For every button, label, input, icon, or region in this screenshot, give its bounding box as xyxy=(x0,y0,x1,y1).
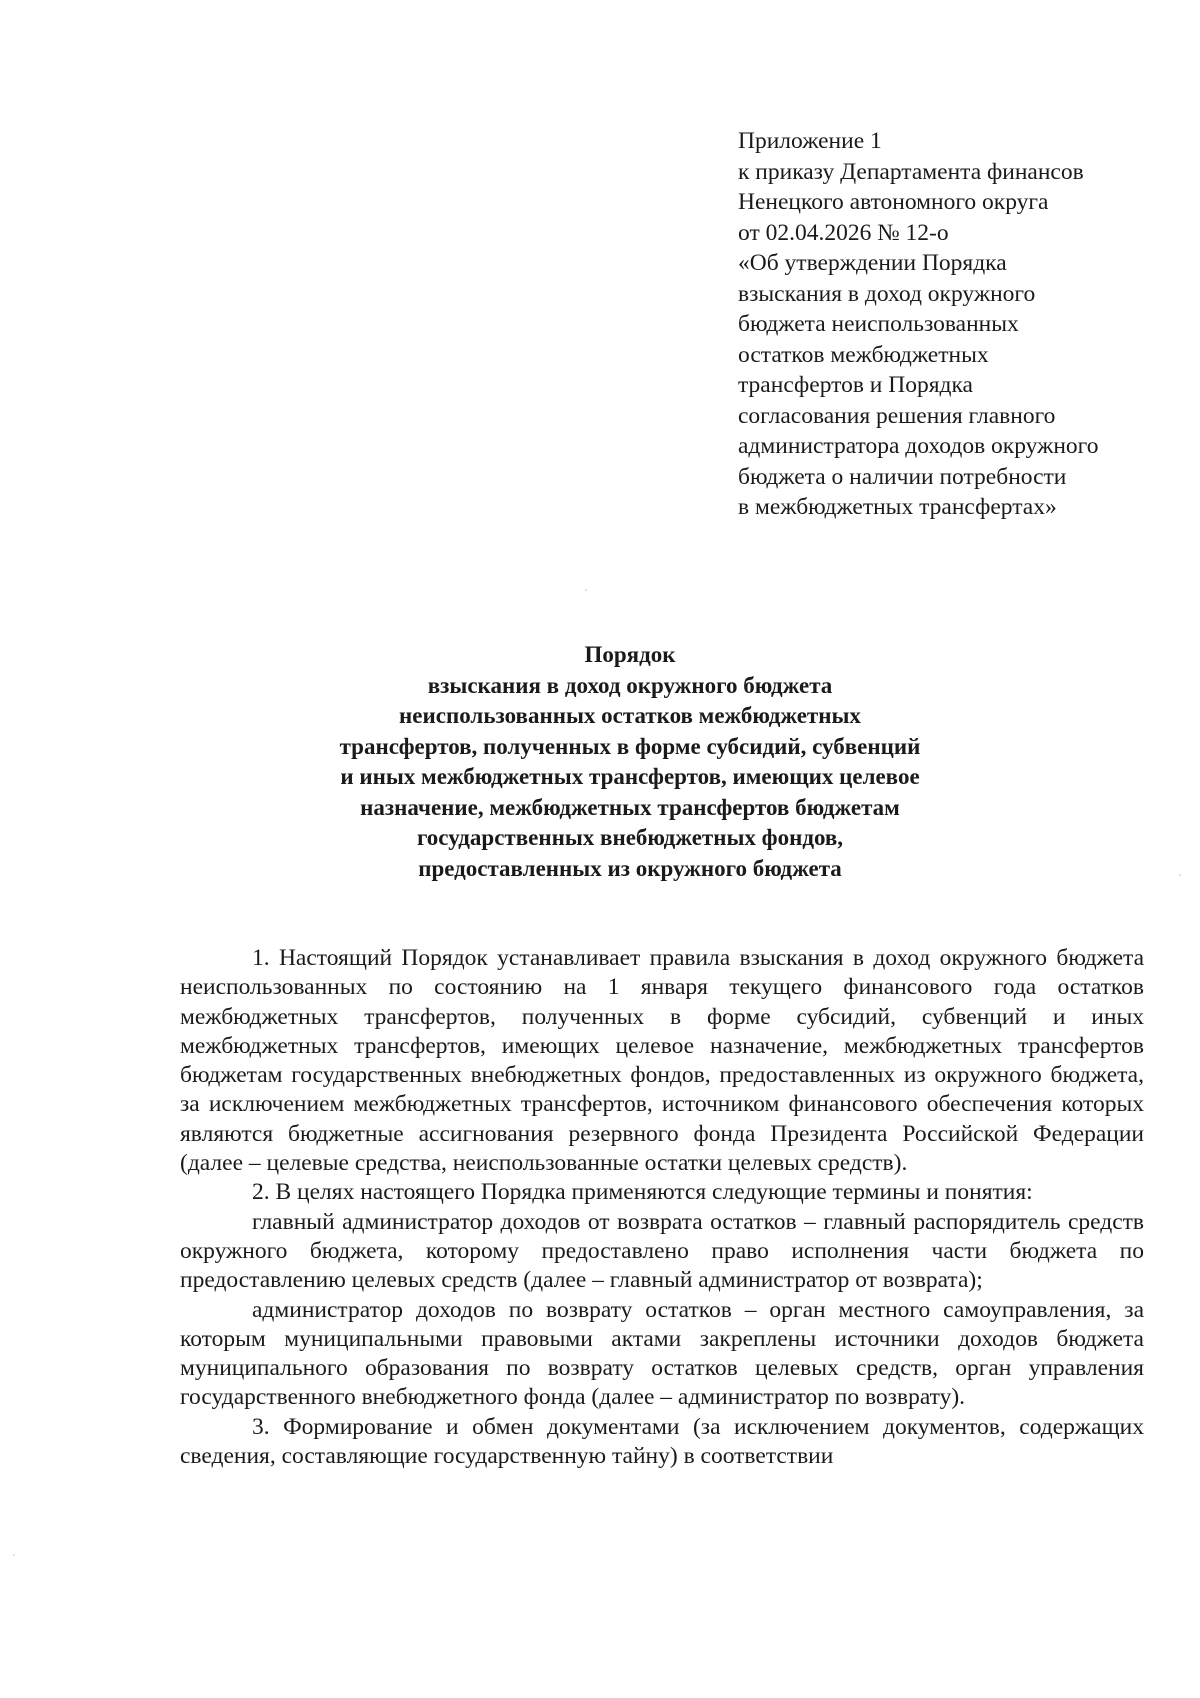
annex-line: «Об утверждении Порядка xyxy=(738,250,1007,276)
title-line: неиспользованных остатков межбюджетных xyxy=(399,703,861,728)
scan-speck xyxy=(585,589,587,591)
paragraph-3: 3. Формирование и обмен документами (за исключением документов, содержащих сведения, составляющие государственную тайну) в соответствии xyxy=(180,1413,1144,1470)
title-line: предоставленных из окружного бюджета xyxy=(418,855,842,881)
annex-line: Ненецкого автономного округа xyxy=(738,189,1049,215)
annex-line: согласования решения главного xyxy=(738,402,1056,429)
document-body xyxy=(180,944,1144,1471)
title-line: и иных межбюджетных трансфертов, имеющих целевое xyxy=(340,764,920,789)
title-line: назначение, межбюджетных трансфертов бюджетам xyxy=(360,794,900,820)
paragraph-2: 2. В целях настоящего Порядка применяются следующие термины и понятия: xyxy=(252,1179,1033,1206)
annex-line: трансфертов и Порядка xyxy=(738,372,973,398)
annex-line: к приказу Департамента финансов xyxy=(738,158,1084,185)
paragraph-1: 1. Настоящий Порядок устанавливает правила взыскания в доход окружного бюджета неиспользованных по состоянию на 1 января текущего финансового года остатков межбюджетных трансфертов, полученных в форме субсидий, субвенций и иных межбюджетных трансфертов, имеющих целевое назначение, межбюджетных трансфертов бюджетам государственных внебюджетных фондов, предоставленных из окружного бюджета, за исключением межбюджетных трансфертов, источником финансового обеспечения которых являются бюджетные ассигнования резервного фонда Президента Российской Федерации (далее – целевые средства, неиспользованные остатки целевых средств). xyxy=(180,945,1144,1177)
annex-line: в межбюджетных трансфертах» xyxy=(738,494,1057,520)
annex-line: администратора доходов окружного xyxy=(738,433,1099,459)
title-line: взыскания в доход окружного бюджета xyxy=(427,672,833,698)
scan-speck xyxy=(13,1554,15,1556)
definition-paragraph: главный администратор доходов от возврата остатков – главный распорядитель средств окружного бюджета, которому предоставлено право исполнения части бюджета по предоставлению целевых средств (далее – главный администратор от возврата); xyxy=(180,1208,1144,1294)
annex-line: бюджета неиспользованных xyxy=(738,311,1019,337)
scan-speck xyxy=(1179,874,1181,876)
annex-line: бюджета о наличии потребности xyxy=(738,463,1067,490)
document-title xyxy=(150,640,1110,884)
annex-line: Приложение 1 xyxy=(738,128,882,154)
title-line: Порядок xyxy=(584,642,676,667)
definition-paragraph: администратор доходов по возврату остатков – орган местного самоуправления, за которым муниципальными правовыми актами закреплены источники доходов бюджета муниципального образования по возврату остатков целевых средств, орган управления государственного внебюджетного фонда (далее – администратор по возврату). xyxy=(180,1296,1144,1411)
annex-line: остатков межбюджетных xyxy=(738,341,989,368)
annex-block xyxy=(738,126,1178,523)
annex-line: от 02.04.2026 № 12-о xyxy=(738,219,949,246)
title-line: государственных внебюджетных фондов, xyxy=(416,825,844,850)
annex-line: взыскания в доход окружного xyxy=(738,280,1036,307)
title-line: трансфертов, полученных в форме субсидий, субвенций xyxy=(339,733,921,759)
